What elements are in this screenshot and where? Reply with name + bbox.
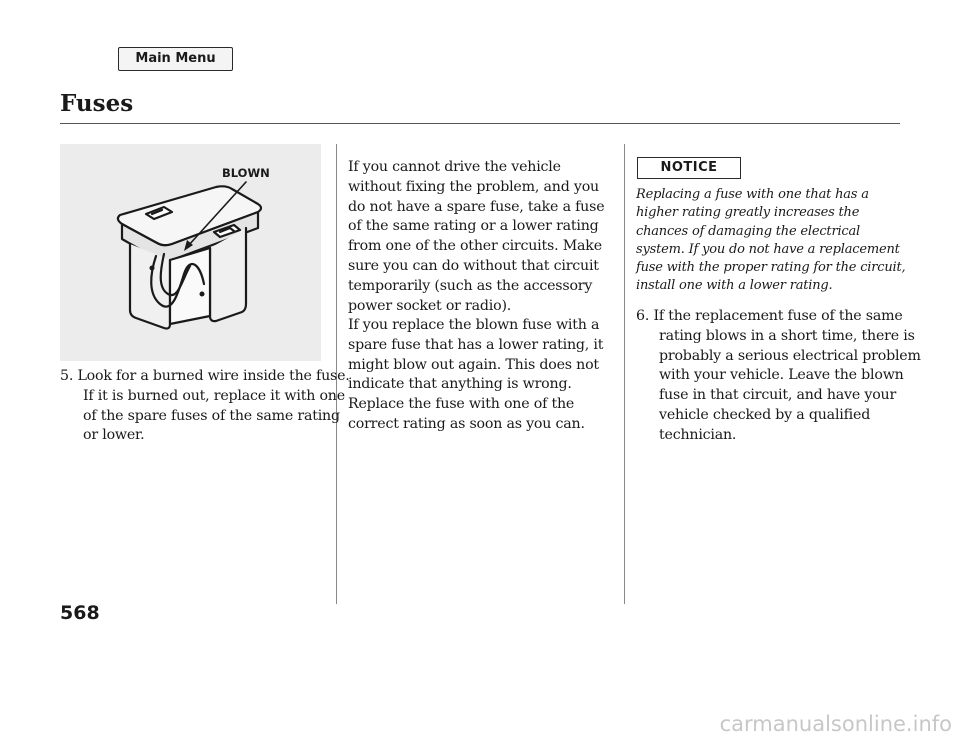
fuse-drawing [60,144,321,361]
step-6: 6. If the replacement fuse of the same rating blows in a short time, there is probably a serious electrical problem with your vehicle. Leave the blown fuse in that circuit, and have your vehicle checked by a qualified technician. [636,308,921,443]
step-5: 5. Look for a burned wire inside the fuse. If it is burned out, replace it with one of the spare fuses of the same rating or lower. [60,368,350,444]
paragraph-no-spare: If you cannot drive the vehicle without fixing the problem, and you do not have a spare fuse, take a fuse of the same rating or a lower rating from one of the other circuits. Make sure you can do without that circuit temporarily (such as the accessory power socket or radio). [348,159,605,314]
notice-text: Replacing a fuse with one that has a higher rating greatly increases the chances of damaging the electrical system. If you do not have a replacement fuse with the proper rating for the circuit, install one with a lower rating. [636,187,906,294]
page-title: Fuses [60,90,134,117]
blown-label: BLOWN [222,166,270,180]
blown-fuse-illustration [60,144,321,361]
column-divider-right [624,144,625,604]
notice-badge: NOTICE [637,157,741,179]
watermark: carmanualsonline.info [719,712,952,736]
paragraph-lower-rating: If you replace the blown fuse with a spare fuse that has a lower rating, it might blow out again. This does not indicate that anything is wrong. Replace the fuse with one of the correct rating as soon as you can. [348,317,604,432]
page-number: 568 [60,602,100,624]
main-menu-button[interactable]: Main Menu [118,47,233,71]
title-rule [60,123,900,124]
